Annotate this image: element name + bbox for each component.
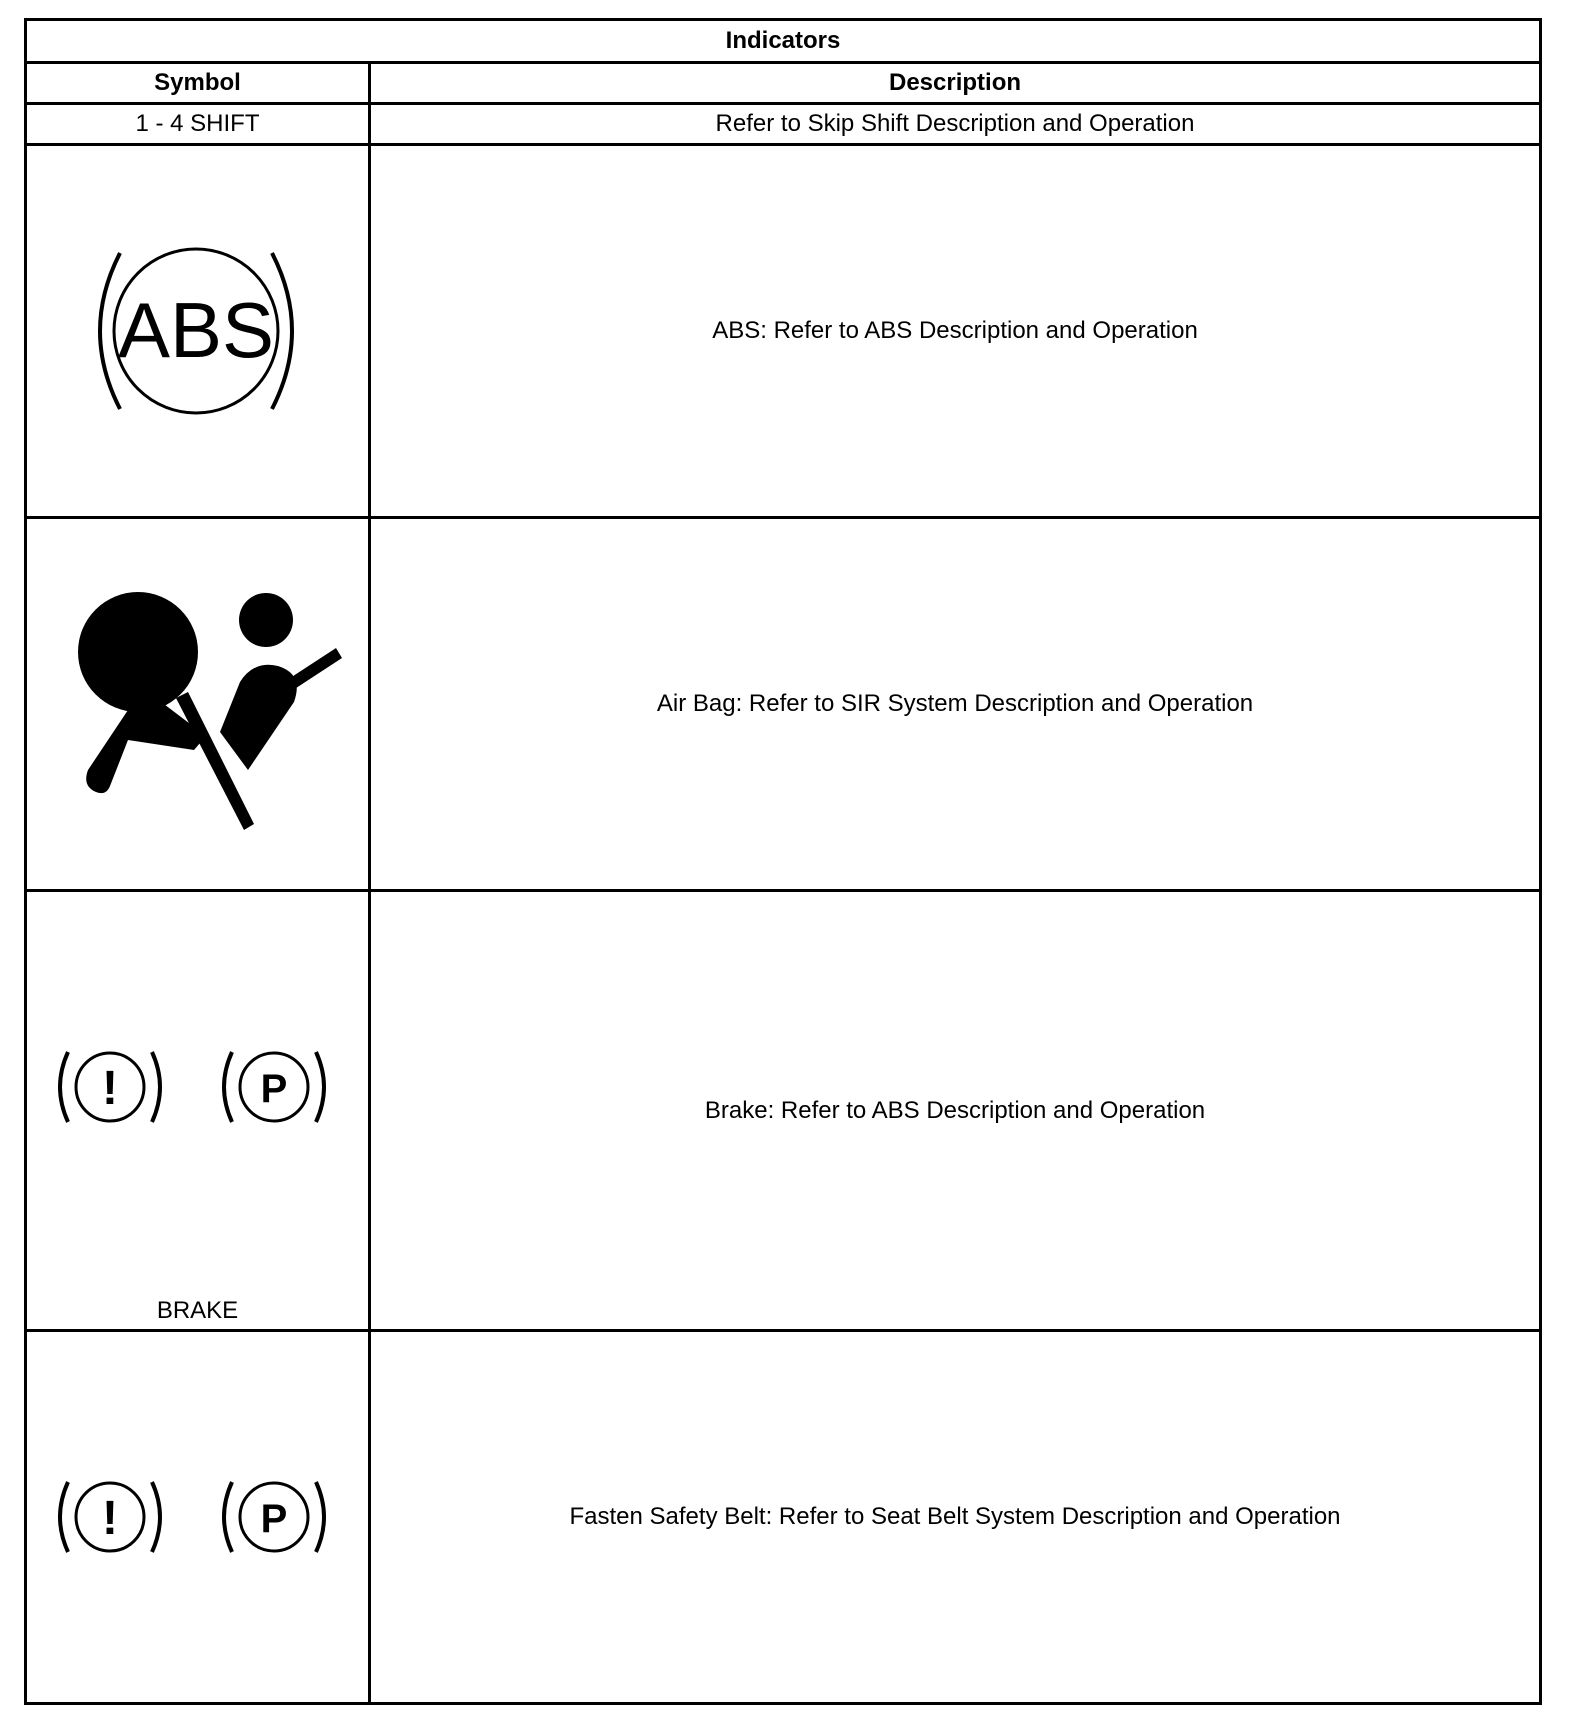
abs-icon-label: ABS [117, 286, 274, 374]
table-title: Indicators [26, 20, 1541, 63]
park-label: P [260, 1497, 287, 1541]
brake-warning-icon [48, 1042, 348, 1132]
description-text: Refer to Skip Shift Description and Operation [370, 104, 1541, 145]
table-row [26, 891, 1541, 1331]
symbol-header: Symbol [26, 63, 370, 104]
header-row [26, 63, 1541, 104]
abs-warning-icon [68, 231, 328, 431]
description-text: Brake: Refer to ABS Description and Operation [370, 891, 1541, 1331]
symbol-cell [26, 891, 370, 1331]
title-row [26, 20, 1541, 63]
table-row [26, 518, 1541, 891]
description-text: Air Bag: Refer to SIR System Description and Operation [370, 518, 1541, 891]
brake-text: BRAKE [156, 1297, 239, 1324]
symbol-cell [26, 1331, 370, 1704]
symbol-text: 1 - 4 SHIFT [26, 104, 370, 145]
description-text: Fasten Safety Belt: Refer to Seat Belt System Description and Operation [370, 1331, 1541, 1704]
exclamation-label: ! [101, 1062, 118, 1115]
park-brake-icon [224, 1482, 324, 1552]
airbag-icon [48, 574, 348, 834]
exclamation-label: ! [101, 1492, 118, 1545]
description-text: ABS: Refer to ABS Description and Operation [370, 145, 1541, 518]
park-brake-icon [224, 1052, 324, 1122]
table-row [26, 145, 1541, 518]
brake-warning-icon [48, 1472, 348, 1562]
table-row [26, 1331, 1541, 1704]
description-header: Description [370, 63, 1541, 104]
park-label: P [260, 1067, 287, 1111]
brake-exclamation-icon [60, 1052, 160, 1122]
table-row [26, 104, 1541, 145]
exclamation-warning-icon [60, 1482, 160, 1552]
indicators-table [24, 18, 1542, 1705]
symbol-cell [26, 518, 370, 891]
brake-icons [27, 1042, 368, 1132]
symbol-cell [26, 145, 370, 518]
